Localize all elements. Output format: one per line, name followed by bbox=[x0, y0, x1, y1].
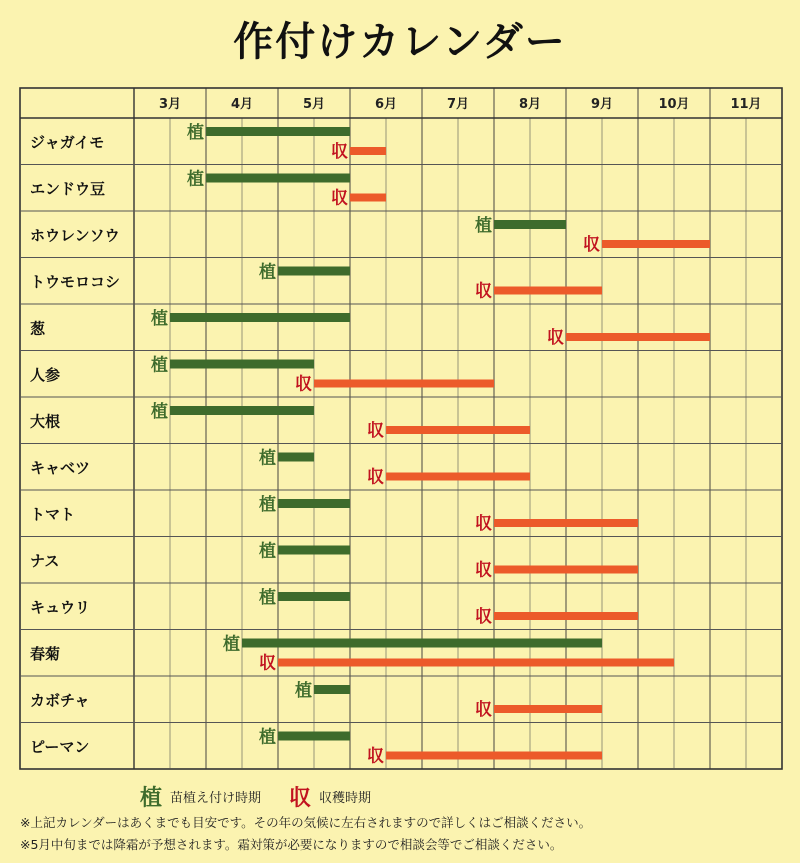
plant-marker: 植 bbox=[259, 541, 276, 562]
page-title: 作付けカレンダー bbox=[233, 19, 567, 65]
plant-bar bbox=[206, 174, 350, 183]
harvest-bar bbox=[494, 287, 602, 295]
legend bbox=[140, 780, 371, 812]
month-label: 8月 bbox=[518, 97, 542, 112]
crop-name: トウモロコシ bbox=[30, 272, 121, 291]
month-label: 9月 bbox=[590, 97, 614, 112]
harvest-bar bbox=[314, 380, 494, 388]
harvest-bar bbox=[386, 473, 530, 481]
plant-marker: 植 bbox=[151, 309, 168, 329]
plant-marker: 植 bbox=[259, 495, 276, 515]
plant-marker: 植 bbox=[259, 448, 276, 469]
crop-name: カボチャ bbox=[30, 691, 90, 710]
harvest-bar bbox=[278, 659, 674, 667]
plant-bar bbox=[170, 360, 314, 369]
harvest-marker: 収 bbox=[367, 746, 384, 767]
harvest-marker: 収 bbox=[583, 235, 600, 255]
note-1: ※上記カレンダーはあくまでも目安です。その年の気候に左右されますので詳しくはご相談ください。 bbox=[20, 815, 592, 830]
plant-marker: 植 bbox=[187, 123, 204, 143]
plant-bar bbox=[278, 732, 350, 741]
crop-name: 人参 bbox=[30, 365, 61, 384]
crop-name: キャベツ bbox=[30, 458, 91, 477]
plant-marker: 植 bbox=[151, 402, 168, 422]
crop-name: ホウレンソウ bbox=[30, 226, 120, 245]
crop-name: ジャガイモ bbox=[30, 133, 105, 152]
harvest-bar bbox=[566, 333, 710, 341]
crop-name: 葱 bbox=[30, 319, 46, 338]
harvest-bar bbox=[602, 240, 710, 248]
harvest-bar bbox=[386, 752, 602, 760]
harvest-marker: 収 bbox=[331, 188, 348, 209]
plant-marker: 植 bbox=[259, 262, 276, 283]
crop-name: 春菊 bbox=[30, 644, 61, 663]
month-label: 4月 bbox=[230, 97, 254, 112]
harvest-bar bbox=[494, 519, 638, 527]
harvest-marker: 収 bbox=[475, 607, 492, 627]
plant-bar bbox=[170, 406, 314, 415]
plant-bar bbox=[278, 592, 350, 601]
month-label: 10月 bbox=[658, 97, 690, 112]
crop-name: エンドウ豆 bbox=[30, 179, 106, 198]
harvest-marker: 収 bbox=[331, 142, 348, 162]
plant-bar bbox=[278, 546, 350, 555]
plant-bar bbox=[494, 220, 566, 229]
harvest-marker: 収 bbox=[295, 374, 312, 395]
plant-bar bbox=[278, 453, 314, 462]
plant-marker: 植 bbox=[151, 355, 168, 376]
harvest-bar bbox=[386, 426, 530, 434]
plant-marker: 植 bbox=[223, 634, 240, 655]
plant-marker: 植 bbox=[259, 727, 276, 748]
crop-name: ピーマン bbox=[30, 737, 90, 756]
harvest-bar bbox=[494, 612, 638, 620]
month-label: 3月 bbox=[158, 97, 182, 112]
harvest-bar bbox=[494, 705, 602, 713]
harvest-marker: 収 bbox=[475, 560, 492, 581]
month-label: 11月 bbox=[730, 97, 762, 112]
crop-name: ナス bbox=[30, 551, 60, 570]
plant-bar bbox=[314, 685, 350, 694]
month-label: 5月 bbox=[302, 97, 326, 112]
plant-bar bbox=[278, 267, 350, 276]
harvest-marker: 収 bbox=[367, 467, 384, 488]
crop-name: 大根 bbox=[30, 412, 61, 431]
plant-bar bbox=[170, 313, 350, 322]
harvest-bar bbox=[494, 566, 638, 574]
notes bbox=[20, 812, 790, 856]
harvest-marker: 収 bbox=[367, 421, 384, 441]
harvest-marker: 収 bbox=[475, 700, 492, 720]
month-label: 6月 bbox=[374, 97, 398, 112]
harvest-marker: 収 bbox=[259, 653, 276, 674]
legend-plant-text: 苗植え付け時期 bbox=[170, 790, 262, 806]
plant-marker: 植 bbox=[475, 216, 492, 236]
month-label: 7月 bbox=[446, 97, 470, 112]
plant-bar bbox=[242, 639, 602, 648]
plant-marker: 植 bbox=[187, 169, 204, 190]
plant-marker: 植 bbox=[295, 681, 312, 701]
legend-harvest-text: 収穫時期 bbox=[319, 790, 372, 806]
harvest-marker: 収 bbox=[475, 514, 492, 534]
crop-name: キュウリ bbox=[30, 598, 91, 617]
plant-bar bbox=[206, 127, 350, 136]
harvest-bar bbox=[350, 194, 386, 202]
plant-bar bbox=[278, 499, 350, 508]
note-2: ※5月中旬までは降霜が予想されます。霜対策が必要になりますので相談会等でご相談ください。 bbox=[20, 837, 563, 852]
legend-harvest-symbol: 収 bbox=[289, 785, 312, 811]
plant-marker: 植 bbox=[259, 588, 276, 608]
legend-plant-symbol: 植 bbox=[140, 785, 163, 811]
harvest-marker: 収 bbox=[475, 281, 492, 302]
harvest-marker: 収 bbox=[547, 328, 564, 348]
harvest-bar bbox=[350, 147, 386, 155]
crop-name: トマト bbox=[30, 505, 76, 524]
